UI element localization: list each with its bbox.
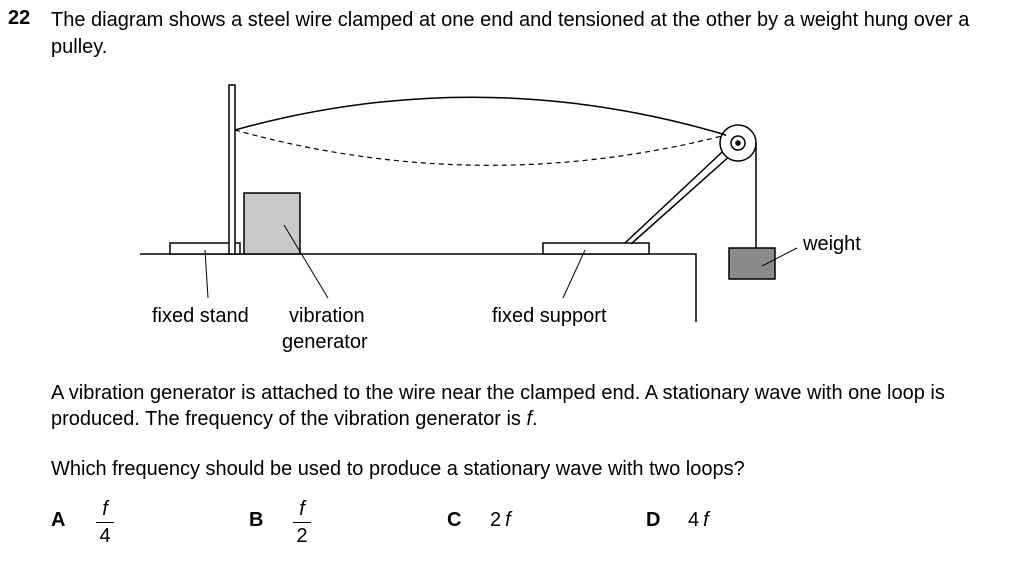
option-b-denominator: 2 [296, 525, 308, 547]
fixed-stand-post [229, 85, 235, 254]
question-stem: The diagram shows a steel wire clamped at one end and tensioned at the other by a weight hung over a pulley. [51, 9, 970, 58]
wire-lower [235, 130, 726, 165]
wire-upper [235, 97, 726, 135]
label-weight: weight [803, 233, 861, 255]
option-c-letter[interactable]: C [447, 509, 462, 531]
option-b-letter[interactable]: B [249, 509, 264, 531]
frequency-symbol: f [526, 408, 533, 430]
option-a-numerator: f [96, 498, 114, 523]
fixed-support-base [543, 243, 649, 254]
weight [729, 248, 775, 279]
label-generator: generator [282, 331, 368, 353]
paragraph-question: Which frequency should be used to produce a stationary wave with two loops? [51, 458, 745, 480]
option-a-value[interactable] [96, 498, 114, 547]
option-c-value[interactable]: 2 f [490, 509, 511, 531]
option-d-value[interactable]: 4 f [688, 509, 709, 531]
paragraph-setup: A vibration generator is attached to the wire near the clamped end. A stationary wave with one loop is produced. The frequency of the vibration generator is f. [51, 382, 945, 430]
option-b-value[interactable] [293, 498, 311, 547]
option-b-numerator: f [293, 498, 311, 523]
label-fixed-stand: fixed stand [152, 305, 249, 327]
option-a-denominator: 4 [99, 525, 111, 547]
support-rod [625, 140, 735, 243]
option-a-letter[interactable]: A [51, 509, 66, 531]
paragraph-setup-text: A vibration generator is attached to the wire near the clamped end. A stationary wave with one loop is produced. The frequency of the vibration generator is [51, 382, 945, 430]
label-vibration: vibration [289, 305, 365, 327]
option-d-letter[interactable]: D [646, 509, 661, 531]
question-number: 22 [8, 7, 31, 29]
label-fixed-support: fixed support [492, 305, 607, 327]
vibration-generator [244, 193, 300, 254]
